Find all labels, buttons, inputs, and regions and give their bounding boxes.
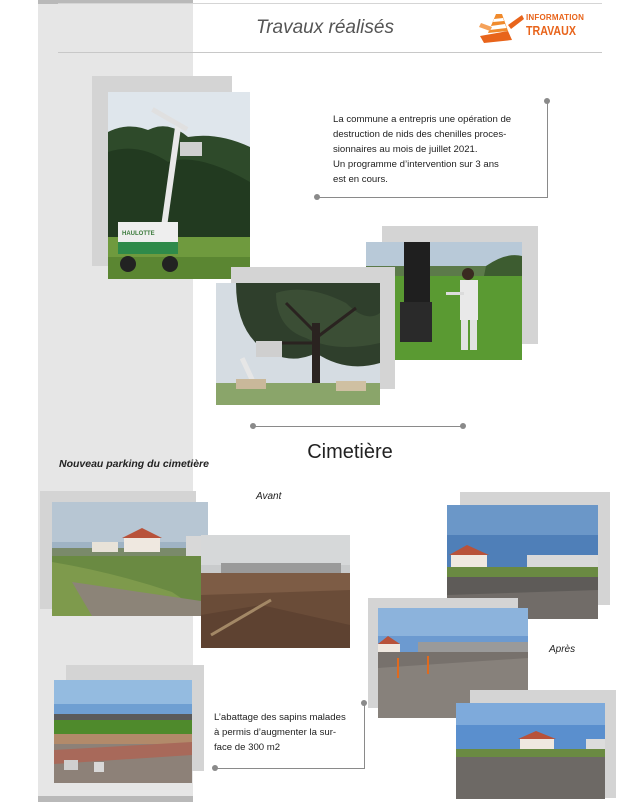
chenilles-text-line: destruction de nids des chenilles proces- [333,129,507,140]
photo-parking-before [52,502,208,616]
sapins-text [214,710,364,755]
nacelle-brand: HAULOTTE [122,231,155,237]
chenilles-text-line: sionnaires au mois de juillet 2021. [333,144,478,155]
sapins-text-line: L’abattage des sapins malades [214,712,346,723]
sapins-text-line: à permis d’augmenter la sur- [214,727,337,738]
sapins-text-line: face de 300 m2 [214,742,281,753]
callout-dot [314,194,320,200]
parking-title: Nouveau parking du cimetière [59,458,209,470]
separator-dot [250,423,256,429]
separator-dot [460,423,466,429]
callout-line [547,101,548,198]
information-travaux-logo [478,9,586,45]
before-label: Avant [256,491,282,502]
page-title: Travaux réalisés [256,17,394,38]
logo-line2: TRAVAUX [526,23,576,38]
after-label: Après [549,644,576,655]
callout-line [364,703,365,769]
section-separator [254,426,464,427]
chenilles-text-line: est en cours. [333,174,388,185]
header-top-rule [58,3,602,4]
photo-parking-after-3 [456,703,605,799]
chenilles-text-line: Un programme d’intervention sur 3 ans [333,159,499,170]
bottom-edge-bar [38,796,193,802]
photo-cemetery-trees [54,680,192,783]
chenilles-text [333,112,545,187]
chenilles-text-line: La commune a entrepris une opération de [333,114,512,125]
photo-soil-before [201,535,350,648]
photo-nacelle [108,92,250,279]
callout-dot [361,700,367,706]
photo-tree-nacelle [216,283,380,405]
header-rule [58,52,602,53]
callout-dot [212,765,218,771]
section-title-cimetiere: Cimetière [307,441,393,463]
callout-line [318,197,548,198]
logo-line1: INFORMATION [526,13,585,22]
roadworks-cone-icon [478,9,526,45]
callout-line [216,768,365,769]
callout-dot [544,98,550,104]
